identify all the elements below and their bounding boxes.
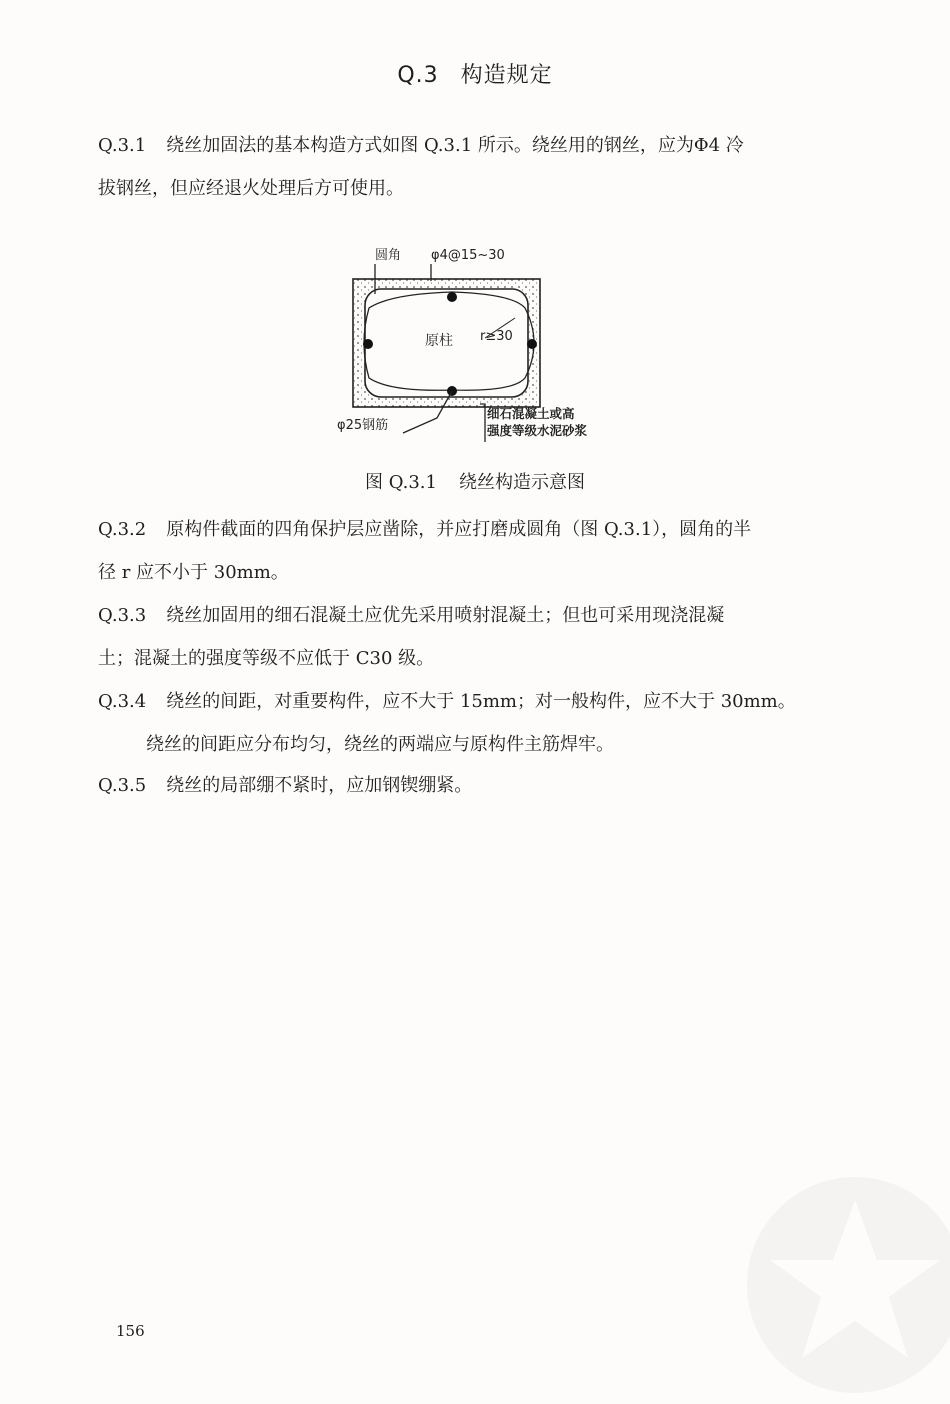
figure-number: 图 Q.3.1 (365, 472, 437, 493)
rebar-right (527, 339, 537, 349)
label-round-corner: 圆角 (375, 248, 402, 263)
clause-text-line-1: 绕丝的局部绷不紧时，应加钢锲绷紧。 (166, 775, 473, 796)
clause-q-3-5 (98, 764, 868, 807)
label-concrete-line-1: 细石混凝土或高 (487, 406, 575, 421)
clause-text-line-2: 土；混凝土的强度等级不应低于 C30 级。 (98, 648, 435, 669)
clause-number: Q.3.4 (98, 691, 147, 712)
clause-text-line-2: 拔钢丝，但应经退火处理后方可使用。 (98, 178, 404, 199)
clause-text-line-2: 径 r 应不小于 30mm。 (98, 562, 289, 583)
clause-text-line-1: 绕丝加固用的细石混凝土应优先采用喷射混凝土；但也可采用现浇混凝 (166, 605, 725, 626)
clause-number: Q.3.2 (98, 519, 147, 540)
clause-q-3-1 (98, 124, 868, 210)
clause-text-line-1: 原构件截面的四角保护层应凿除，并应打磨成圆角（图 Q.3.1），圆角的半 (166, 519, 752, 540)
label-radius: r≥30 (480, 329, 513, 344)
clause-q-3-2 (98, 508, 868, 594)
rebar-top (447, 292, 457, 302)
page-number: 156 (116, 1322, 145, 1340)
clause-q-3-4 (98, 680, 868, 766)
clause-number: Q.3.1 (98, 135, 147, 156)
clause-text-line-1: 绕丝的间距，对重要构件，应不大于 15mm；对一般构件，应不大于 30mm。 (166, 691, 796, 712)
leader-concrete (480, 404, 485, 442)
section-number: Q.3 (397, 63, 439, 88)
label-concrete-line-2: 强度等级水泥砂浆 (487, 423, 588, 438)
clause-number: Q.3.5 (98, 775, 147, 796)
figure-title: 绕丝构造示意图 (458, 472, 585, 493)
rebar-left (363, 339, 373, 349)
figure-caption (0, 468, 950, 494)
clause-text-line-1: 绕丝加固法的基本构造方式如图 Q.3.1 所示。绕丝用的钢丝，应为Φ4 冷 (166, 135, 744, 156)
watermark-seal (740, 1170, 950, 1400)
label-wire-spec: φ4@15~30 (431, 248, 505, 263)
clause-text-line-2: 绕丝的间距应分布均匀，绕丝的两端应与原构件主筋焊牢。 (146, 734, 614, 755)
label-rebar: φ25钢筋 (337, 418, 389, 433)
clause-q-3-3 (98, 594, 868, 680)
section-title (0, 58, 950, 89)
clause-number: Q.3.3 (98, 605, 147, 626)
section-heading: 构造规定 (460, 63, 553, 88)
label-original-column: 原柱 (425, 333, 453, 349)
figure-q-3-1 (335, 236, 635, 456)
wire-wrapping-diagram (335, 236, 635, 456)
